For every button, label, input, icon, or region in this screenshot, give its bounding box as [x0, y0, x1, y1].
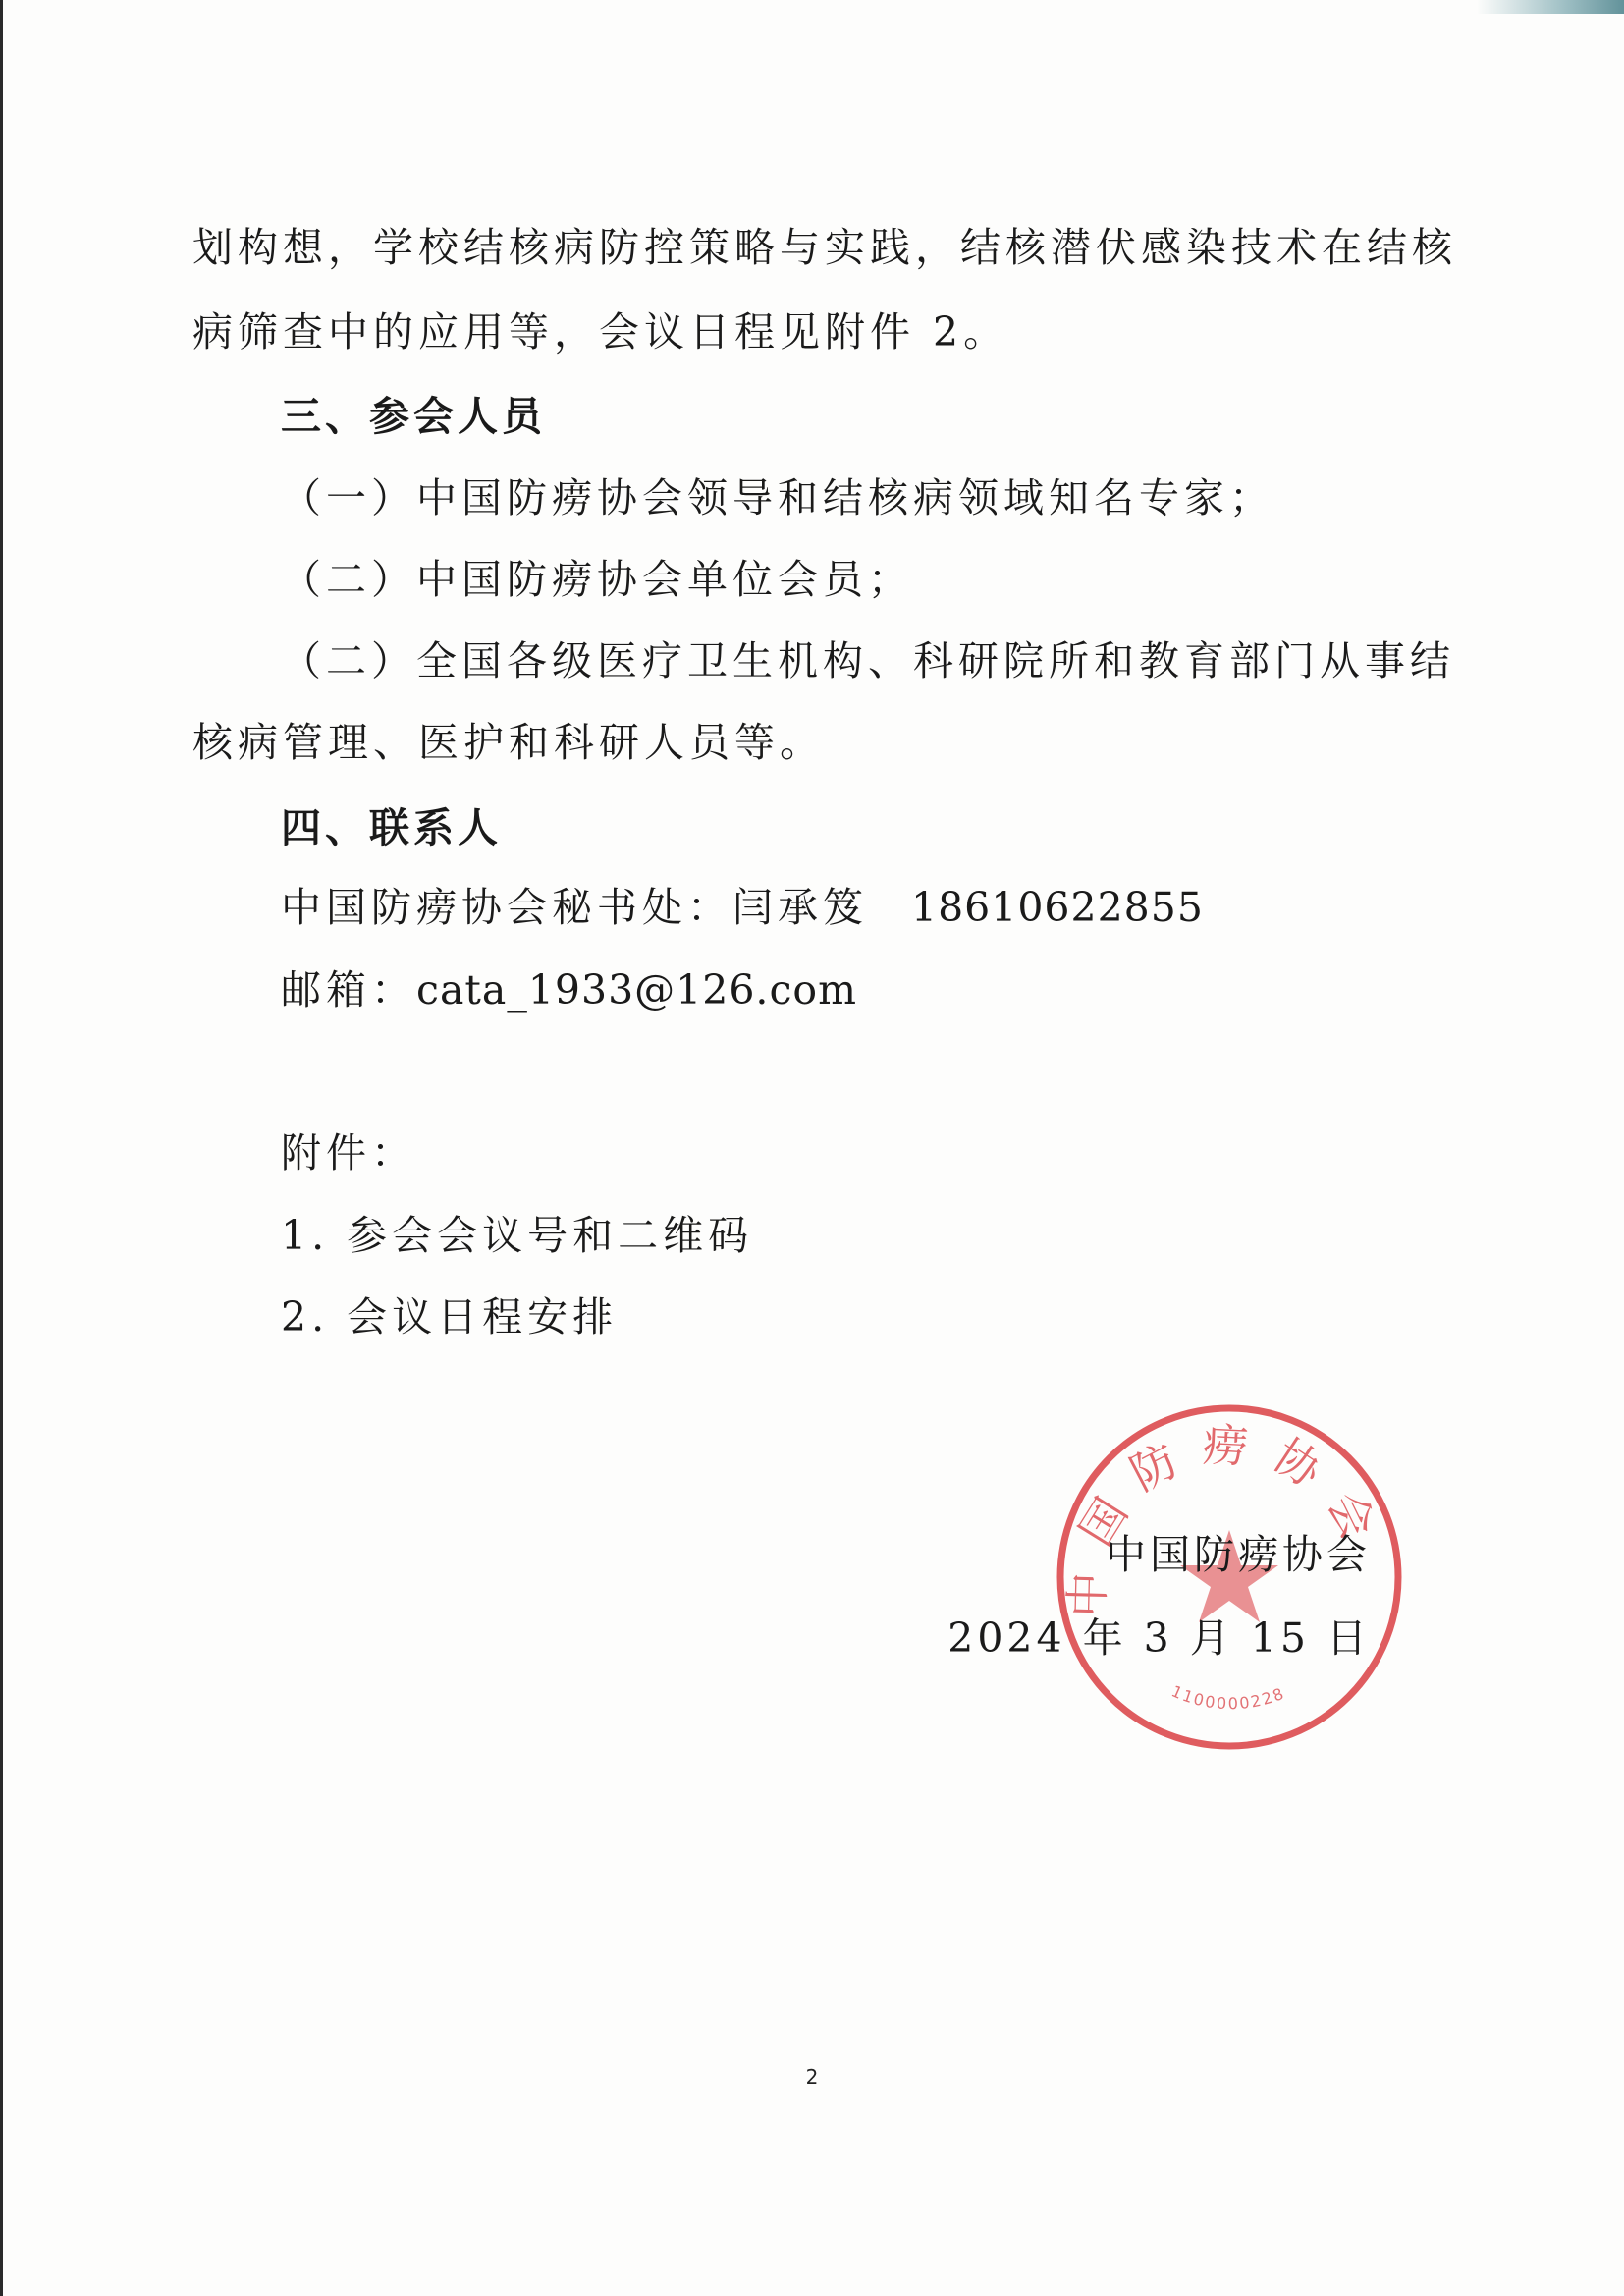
section-heading: 三、参会人员: [281, 393, 546, 440]
section-heading: 四、联系人: [281, 804, 502, 851]
list-item: （一）中国防痨协会领导和结核病领域知名专家；: [281, 474, 1274, 521]
email-line: [281, 966, 857, 1013]
attachments-label: 附件：: [281, 1129, 416, 1176]
svg-text:1100000228: 1100000228: [1168, 1681, 1288, 1714]
signature-organization: 中国防痨协会: [1106, 1531, 1371, 1578]
svg-text:中国防痨协会: 中国防痨协会: [1060, 1417, 1395, 1618]
contact-phone: 18610622855: [911, 884, 1204, 931]
list-item-continued: 核病管理、医护和科研人员等。: [192, 719, 825, 766]
page-number: 2: [805, 2065, 819, 2089]
email-label: 邮箱：: [281, 966, 416, 1013]
email-address: cata_1933@126.com: [416, 966, 857, 1013]
body-paragraph-line: 病筛查中的应用等，会议日程见附件 2。: [192, 308, 1009, 355]
contact-name: 中国防痨协会秘书处：闫承笈: [281, 884, 868, 931]
body-paragraph-line: 划构想，学校结核病防控策略与实践，结核潜伏感染技术在结核: [192, 224, 1457, 271]
list-item: （二）全国各级医疗卫生机构、科研院所和教育部门从事结: [281, 637, 1455, 684]
attachment-item: 2. 会议日程安排: [281, 1293, 619, 1340]
list-item: （二）中国防痨协会单位会员；: [281, 556, 913, 603]
contact-line: [281, 884, 1204, 931]
signature-date: 2024 年 3 月 15 日: [947, 1614, 1371, 1662]
attachment-item: 1. 参会会议号和二维码: [281, 1212, 754, 1259]
